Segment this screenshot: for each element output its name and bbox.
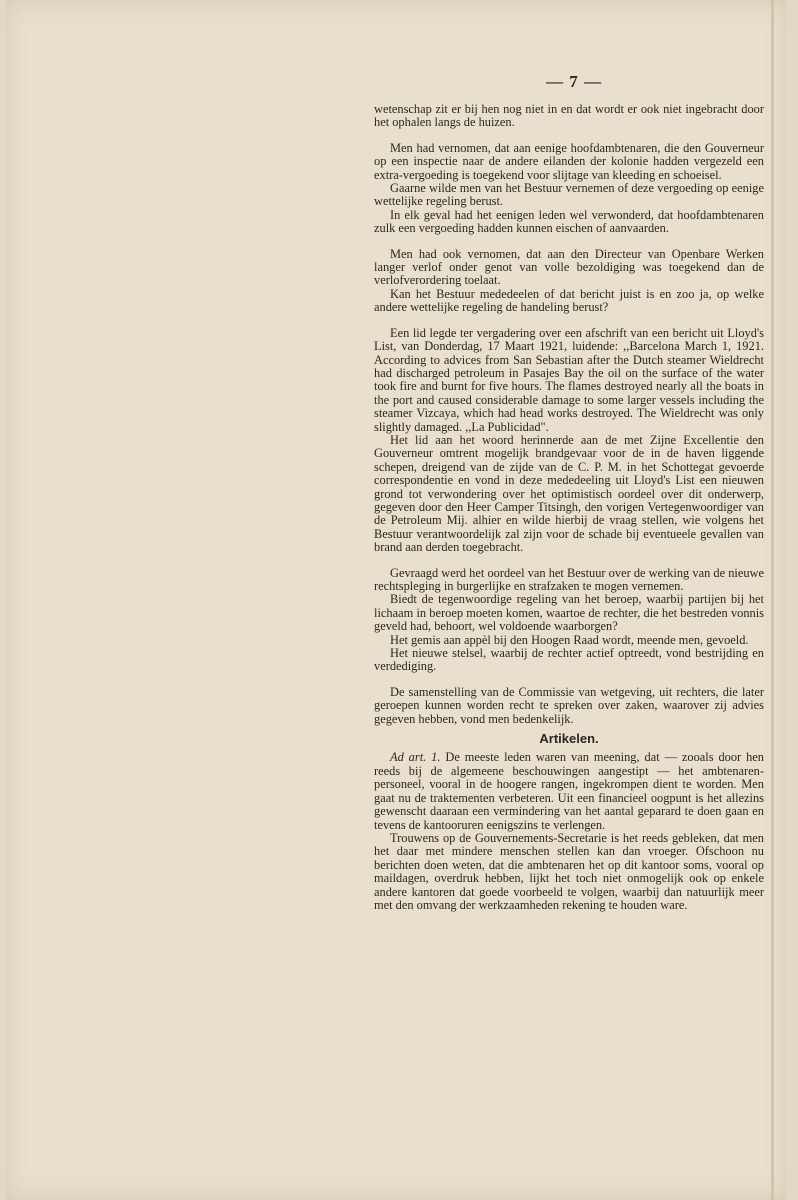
paragraph-3: Gaarne wilde men van het Bestuur vernemen of deze vergoeding op eenige wettelijke regeling berust. (374, 181, 764, 209)
page-sheet (6, 0, 786, 1200)
paragraph-8: Het lid aan het woord herinnerde aan de met Zijne Excellentie den Gouverneur omtrent mogelijk brandgevaar voor de in de haven liggende schepen, dreigend van de zijde van de C. P. M. in het Schottegat gevoerde correspondentie en vond in deze mededeeling uit Lloyd's List een nieuwen grond tot verwondering over het optimistisch oordeel over dit onderwerp, gegeven door den Heer Camper Titsingh, den vorigen Vertegenwoordiger van de Petroleum Mij. alhier en wilde hierbij de vraag stellen, wie volgens het Bestuur verantwoordelijk zal zijn voor de schade bij eventueele gevallen van brand aan derden toegebracht. (374, 432, 764, 555)
paragraph-1: wetenschap zit er bij hen nog niet in en dat wordt er ook niet ingebracht door het ophalen langs de huizen. (374, 102, 764, 130)
paragraph-10: Biedt de tegenwoordige regeling van het beroep, waarbij partijen bij het lichaam in beroep moeten komen, waartoe de rechter, die het bestreden vonnis geveld had, behoort, wel voldoende waarborgen? (374, 592, 764, 634)
paragraph-2: Men had vernomen, dat aan eenige hoofdambtenaren, die den Gouverneur op een inspectie naar de andere eilanden der kolonie hadden vergezeld een extra-vergoeding is toegekend voor slijtage van kleeding en schoeisel. (374, 140, 764, 182)
article-text: De meeste leden waren van meening, dat — zooals door hen reeds bij de algemeene beschouwingen aangestipt — het ambtenaren-personeel, vooral in de hoogere rangen, ingekrompen dient te worden. Men gaat nu de traktementen verbeteren. Uit een financieel oogpunt is het allezins gewenscht daaraan een vermindering van het aantal geparard te doen gaan en tevens de kantooruren eenigszins te verlengen. (374, 750, 765, 832)
article-paragraph (374, 751, 764, 831)
section-heading: Artikelen. (539, 731, 599, 747)
paragraph-12: Het nieuwe stelsel, waarbij de rechter actief optreedt, vond bestrijding en verdediging. (374, 646, 764, 674)
paragraph-9: Gevraagd werd het oordeel van het Bestuur over de werking van de nieuwe rechtspleging in burgerlijke en strafzaken te mogen vernemen. (374, 565, 764, 593)
paragraph-13: De samenstelling van de Commissie van wetgeving, uit rechters, die later geroepen kunnen worden recht te spreken over zaken, waarover zij advies gegeven hebben, vond men bedenkelijk. (374, 684, 764, 726)
page-edge (771, 0, 774, 1200)
paragraph-7: Een lid legde ter vergadering over een afschrift van een bericht uit Lloyd's List, van Donderdag, 17 Maart 1921, luidende: ,,Barcelona March 1, 1921. According to advices from San Sebastian after the Dutch steamer Wieldrecht had discharged petroleum in Pasajes Bay the oil on the surface of the water took fire and burnt for five hours. The flames destroyed nearly all the boats in the port and caused considerable damage to some larger vessels including the steamer Vizcaya, which had head works destroyed. The Wieldrecht was only slightly damaged. ,,La Publicidad". (374, 325, 764, 434)
paragraph-4: In elk geval had het eenigen leden wel verwonderd, dat hoofdambtenaren zulk een vergoeding hadden kunnen eischen of aanvaarden. (374, 207, 764, 236)
paragraph-5: Men had ook vernomen, dat aan den Directeur van Openbare Werken langer verlof onder genot van volle bezoldiging was toegekend dan de verlofverordering toelaat. (374, 246, 764, 288)
paragraph-11: Het gemis aan appèl bij den Hoogen Raad wordt, meende men, gevoeld. (390, 632, 749, 647)
text-column (374, 103, 764, 912)
closing-paragraph: Trouwens op de Gouvernements-Secretarie is het reeds gebleken, dat men het daar met mindere menschen stellen kan dan vroeger. Ofschoon nu berichten doen weten, dat die ambtenaren het op dit kantoor soms, vooral op maildagen, overdruk hebben, lijkt het toch niet onmogelijk ook op enkele andere kantoren dat goede voorbeeld te volgen, waarbij dan natuurlijk meer met den omvang der werkzaamheden rekening te houden ware. (374, 830, 764, 912)
page-number: — 7 — (546, 72, 602, 91)
paragraph-6: Kan het Bestuur mededeelen of dat bericht juist is en zoo ja, op welke andere wettelijke regeling de handeling berust? (374, 286, 764, 315)
article-label: Ad art. 1. (390, 750, 441, 765)
